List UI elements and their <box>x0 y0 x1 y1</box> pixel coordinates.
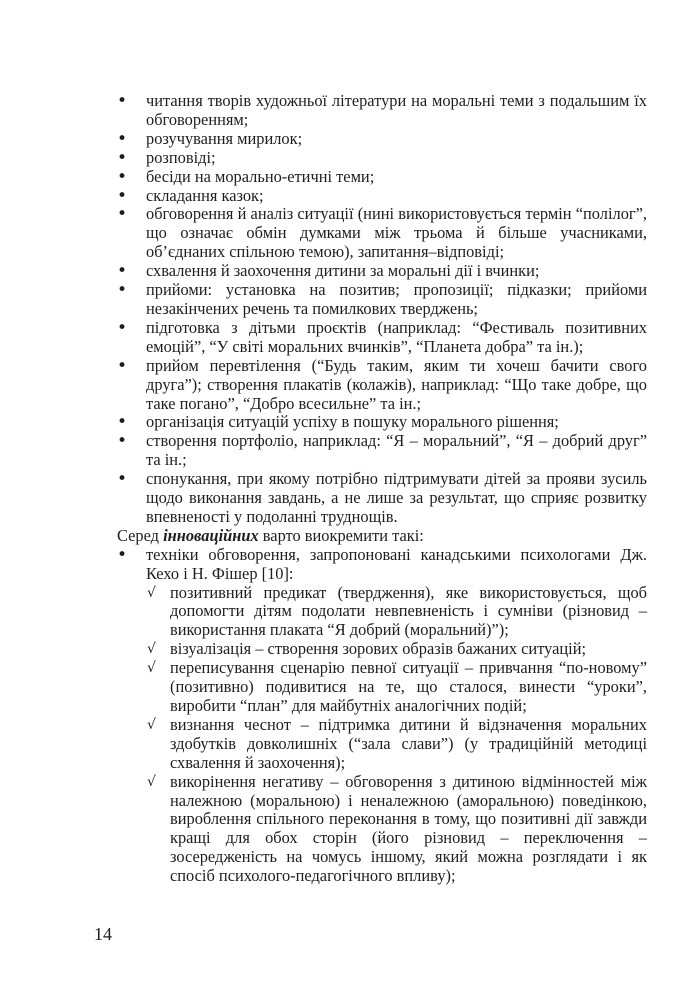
list-item: • обговорення й аналіз ситуації (нині використовується термін “полілог”, що означає обмін думками між трьома й більше учасниками, об’єднаних спільною темою), запитання–відповіді; <box>117 205 647 262</box>
list-item: • бесіди на морально-етичні теми; <box>117 168 647 187</box>
check-item: √ позитивний предикат (твердження), яке використовується, щоб допомогти дітям подолати невпевненість і сумніви (різновид – використання плаката “Я добрий (моральний)”); <box>146 584 647 641</box>
list-item: • розучування мирилок; <box>117 130 647 149</box>
intro-text-before: Серед <box>117 525 164 545</box>
list-item <box>117 546 647 584</box>
intro-text-after: варто виокремити такі: <box>258 525 424 545</box>
list-item: • розповіді; <box>117 149 647 168</box>
list-item-text: техніки обговорення, запропоновані канадськими психологами Дж. Кехо і Н. Фішер [10]: <box>146 544 647 583</box>
list-item: • прийоми: установка на позитив; пропозиції; підказки; прийоми незакінчених речень та помилкових тверджень; <box>117 281 647 319</box>
check-item: √ визнання чеснот – підтримка дитини й відзначення моральних здобутків довколишніх (“зала слави”) (у традиційній методиці схвалення й заохочення); <box>146 716 647 773</box>
list-item: • підготовка з дітьми проєктів (наприклад: “Фестиваль позитивних емоцій”, “У світі моральних вчинків”, “Планета добра” та ін.); <box>117 319 647 357</box>
method-list <box>117 92 647 527</box>
page-number: 14 <box>94 924 112 944</box>
check-item: √ переписування сценарію певної ситуації – привчання “по-новому” (позитивно) подивитися на те, що сталося, винести “уроки”, виробити “план” для майбутніх аналогічних подій; <box>146 659 647 716</box>
innovative-list <box>117 546 647 584</box>
list-item: • організація ситуацій успіху в пошуку морального рішення; <box>117 413 647 432</box>
list-item: • читання творів художньої літератури на моральні теми з подальшим їх обговоренням; <box>117 92 647 130</box>
check-item: √ викорінення негативу – обговорення з дитиною відмінностей між належною (моральною) і неналежною (аморальною) поведінкою, вироблення спільного переконання в тому, що позитивні дії завжди кращі для обох сторін (його різновид – переключення – зосередженість на чомусь іншому, який можна розглядати і як спосіб психолого-педагогічного впливу); <box>146 773 647 886</box>
list-item: • схвалення й заохочення дитини за моральні дії і вчинки; <box>117 262 647 281</box>
list-item: • створення портфоліо, наприклад: “Я – моральний”, “Я – добрий друг” та ін.; <box>117 432 647 470</box>
page-body <box>117 92 647 886</box>
list-item: • прийом перевтілення (“Будь таким, яким ти хочеш бачити свого друга”); створення плакатів (колажів), наприклад: “Що таке добре, що таке погано”, “Добро всесильне” та ін.; <box>117 357 647 414</box>
intro-emphasis: інноваційних <box>163 525 259 545</box>
check-item: √ візуалізація – створення зорових образів бажаних ситуацій; <box>146 640 647 659</box>
list-item: • спонукання, при якому потрібно підтримувати дітей за прояви зусиль щодо виконання завдань, а не лише за результат, що сприяє розвитку впевненості у подоланні труднощів. <box>117 470 647 527</box>
technique-checklist <box>146 584 647 887</box>
list-item: • складання казок; <box>117 187 647 206</box>
innovative-intro <box>117 527 647 546</box>
